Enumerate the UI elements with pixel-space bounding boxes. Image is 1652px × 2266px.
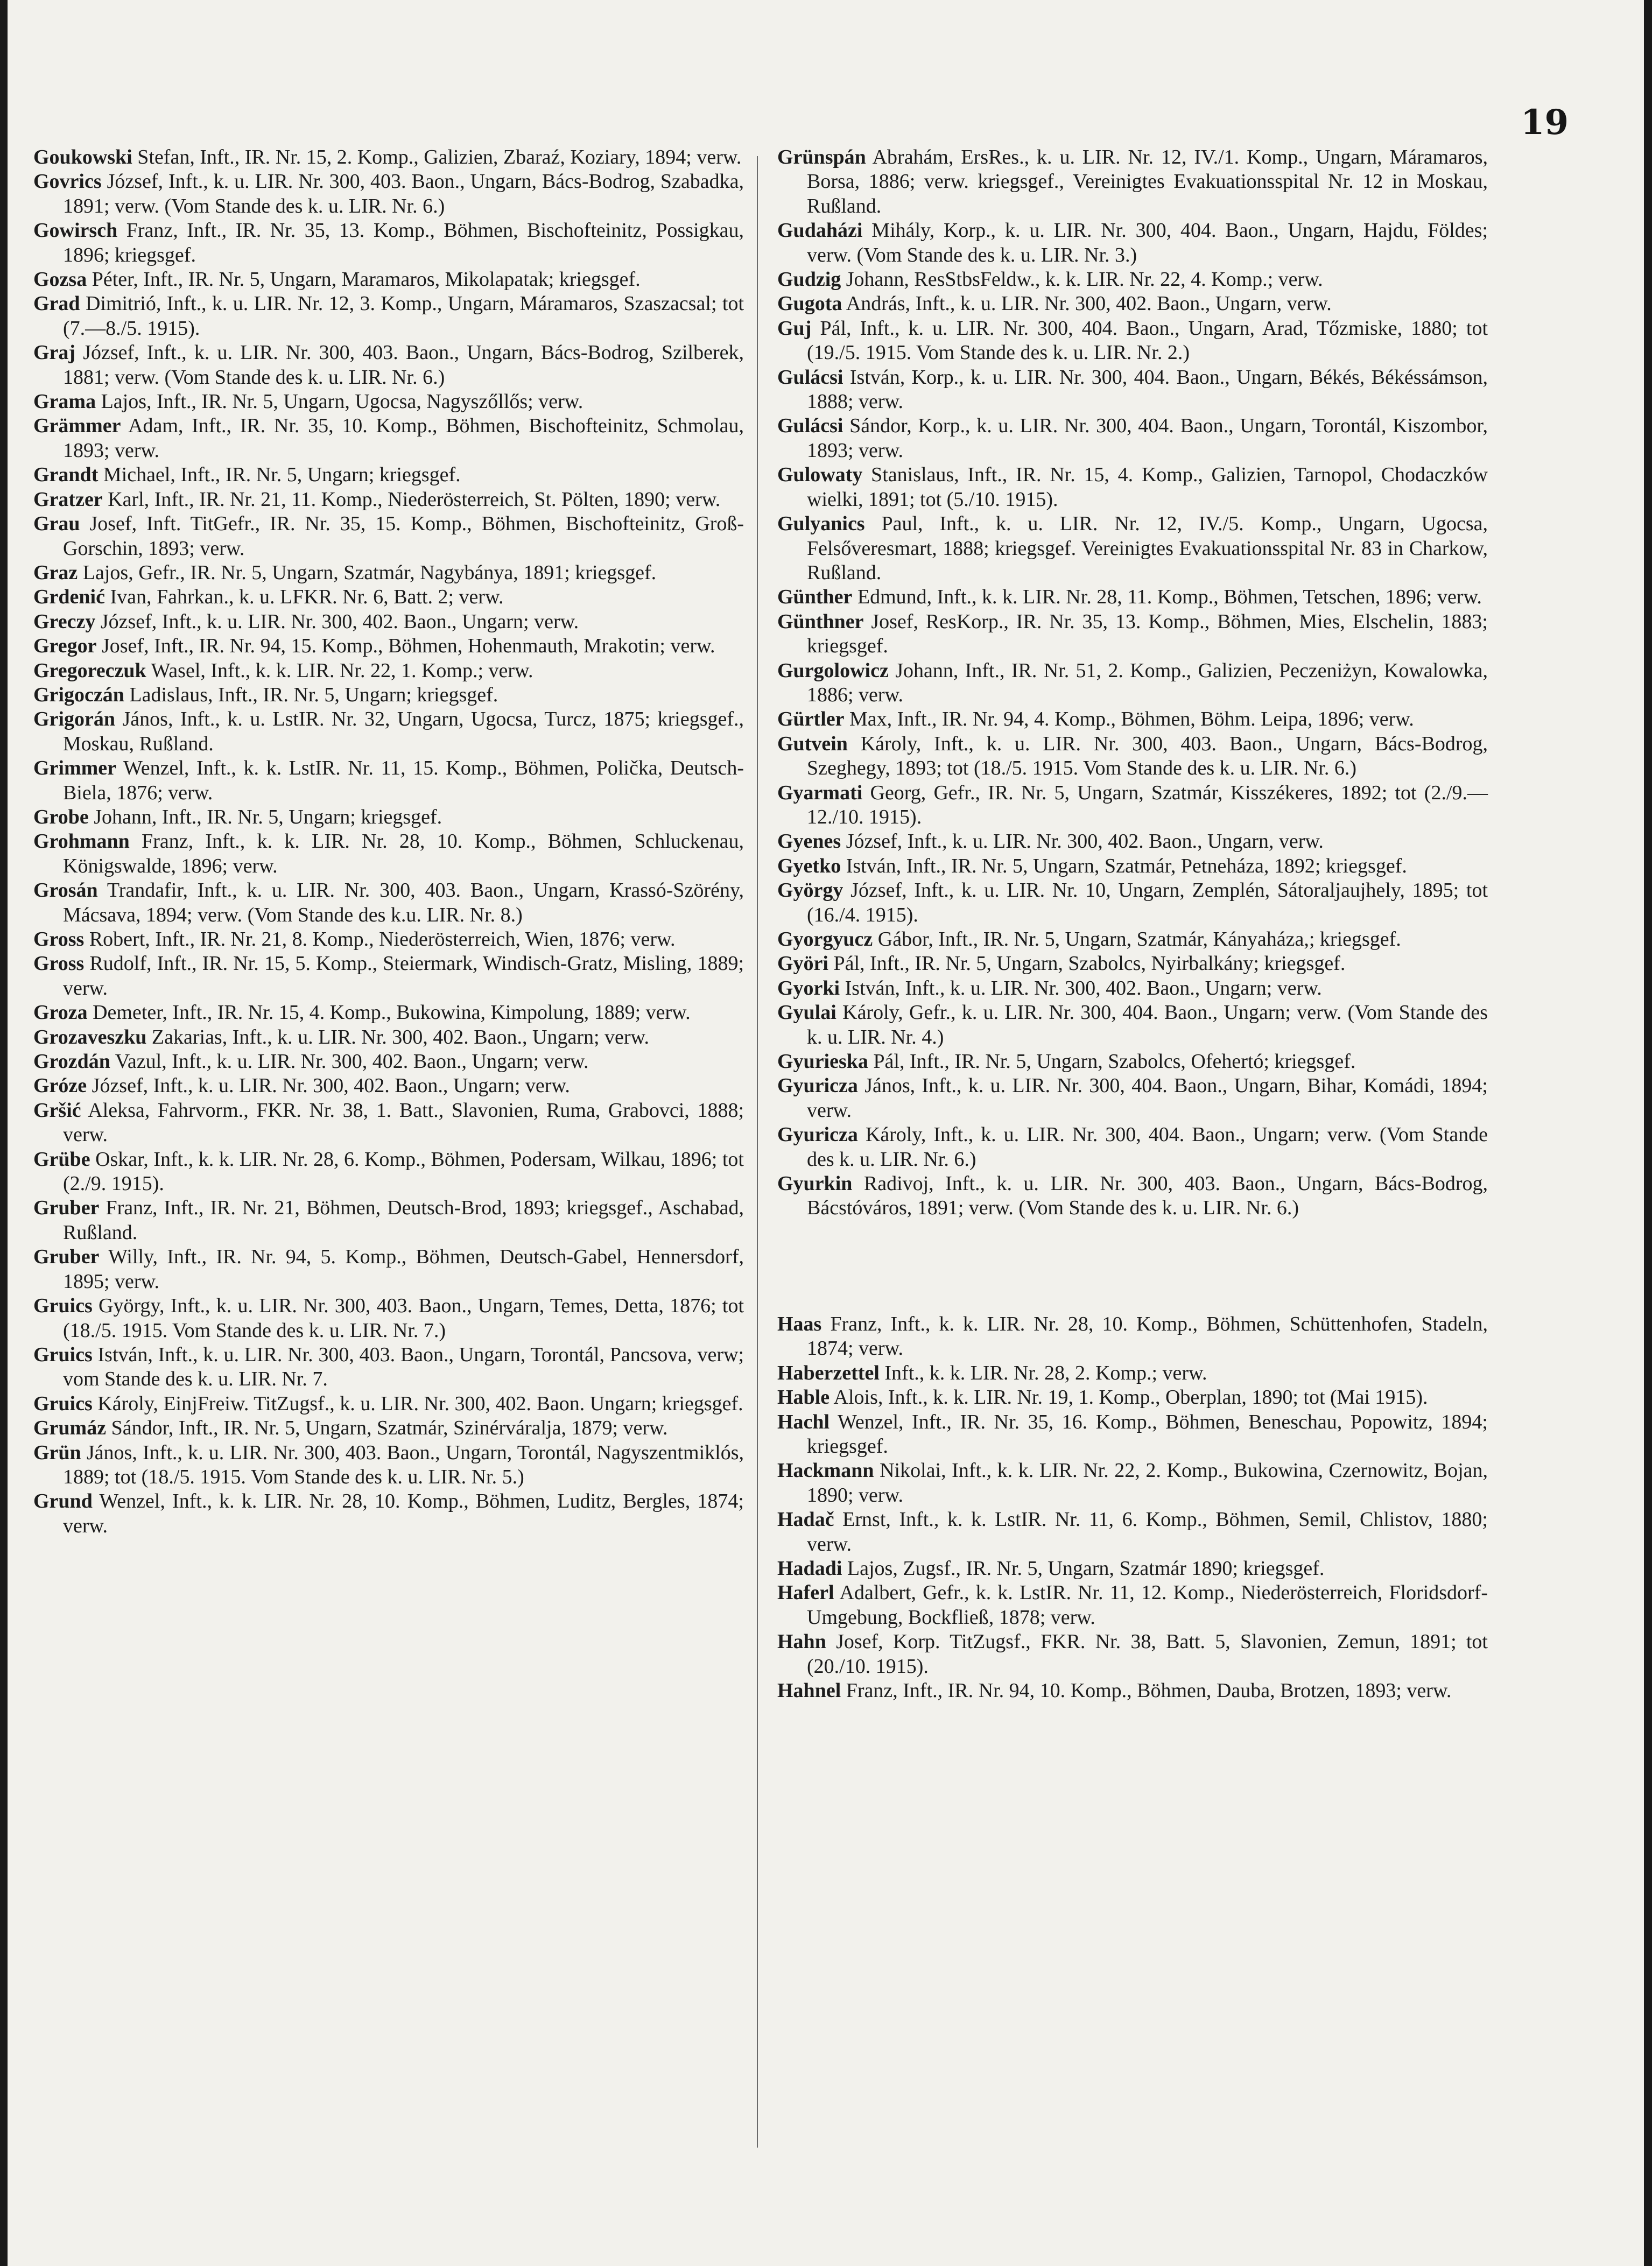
page-number: 19 bbox=[1520, 102, 1569, 143]
register-entry bbox=[777, 1581, 1488, 1630]
entry-details: Paul, Inft., k. u. LIR. Nr. 12, IV./5. Komp., Ungarn, Ugocsa, Felsőveresmart, 1888; kriegsgef. Vereinigtes Evakuationsspital Nr. 83 in Charkow, Rußland. bbox=[807, 512, 1488, 584]
entry-surname: Gyurkin bbox=[777, 1172, 853, 1195]
entry-surname: Grumáz bbox=[33, 1417, 107, 1440]
entry-surname: Greczy bbox=[33, 610, 96, 633]
entry-surname: Gršić bbox=[33, 1099, 81, 1122]
register-entry bbox=[777, 292, 1488, 316]
register-entry bbox=[33, 1196, 744, 1245]
register-entry bbox=[777, 732, 1488, 781]
register-entry bbox=[777, 1385, 1488, 1410]
entry-surname: Hadadi bbox=[777, 1557, 842, 1580]
entry-details: Lajos, Gefr., IR. Nr. 5, Ungarn, Szatmár, Nagybánya, 1891; kriegsgef. bbox=[82, 561, 657, 584]
entry-details: József, Inft., k. u. LIR. Nr. 300, 403. Baon., Ungarn, Bács-Bodrog, Szilberek, 1881; verw. (Vom Stande des k. u. LIR. Nr. 6.) bbox=[63, 341, 744, 389]
entry-surname: Grau bbox=[33, 512, 80, 536]
register-entry bbox=[33, 952, 744, 1001]
entry-surname: Grandt bbox=[33, 463, 99, 487]
entry-surname: Grozdán bbox=[33, 1050, 110, 1073]
entry-surname: Grosán bbox=[33, 879, 98, 902]
entry-surname: Grdenić bbox=[33, 586, 105, 609]
register-entry bbox=[33, 1489, 744, 1538]
entry-details: István, Inft., IR. Nr. 5, Ungarn, Szatmár, Petneháza, 1892; kriegsgef. bbox=[846, 854, 1407, 877]
entry-surname: Gyurieska bbox=[777, 1050, 868, 1073]
entry-details: Abrahám, ErsRes., k. u. LIR. Nr. 12, IV./1. Komp., Ungarn, Máramaros, Borsa, 1886; verw. kriegsgef., Vereinigtes Evakuationsspital Nr. 12 in Moskau, Rußland. bbox=[807, 146, 1488, 217]
entry-details: Franz, Inft., k. k. LIR. Nr. 28, 10. Komp., Böhmen, Schüttenhofen, Stadeln, 1874; verw. bbox=[807, 1312, 1488, 1360]
register-entry bbox=[777, 365, 1488, 414]
entry-details: Stanislaus, Inft., IR. Nr. 15, 4. Komp., Galizien, Tarnopol, Chodaczków wielki, 1891; tot (5./10. 1915). bbox=[807, 463, 1488, 511]
register-entry bbox=[33, 1294, 744, 1343]
entry-surname: Gruics bbox=[33, 1392, 93, 1415]
entry-details: Pál, Inft., IR. Nr. 5, Ungarn, Szabolcs, Nyirbalkány; kriegsgef. bbox=[833, 952, 1346, 975]
entry-surname: Gutvein bbox=[777, 732, 848, 755]
register-entry bbox=[33, 683, 744, 707]
register-entry bbox=[33, 585, 744, 609]
register-entry bbox=[33, 463, 744, 487]
entry-surname: Györi bbox=[777, 952, 828, 975]
entry-details: Lajos, Inft., IR. Nr. 5, Ungarn, Ugocsa, Nagyszőllős; verw. bbox=[101, 390, 584, 413]
entry-details: Franz, Inft., k. k. LIR. Nr. 28, 10. Komp., Böhmen, Schluckenau, Königswalde, 1896; verw. bbox=[63, 830, 744, 877]
entry-details: Vazul, Inft., k. u. LIR. Nr. 300, 402. Baon., Ungarn; verw. bbox=[115, 1050, 589, 1073]
entry-details: Stefan, Inft., IR. Nr. 15, 2. Komp., Galizien, Zbaraź, Koziary, 1894; verw. bbox=[137, 146, 742, 168]
register-entry bbox=[33, 1392, 744, 1416]
entry-details: Johann, Inft., IR. Nr. 5, Ungarn; kriegsgef. bbox=[94, 805, 442, 828]
entry-surname: Graz bbox=[33, 561, 78, 584]
entry-surname: Grämmer bbox=[33, 414, 121, 438]
entry-surname: Grobe bbox=[33, 805, 89, 828]
entry-surname: Günther bbox=[777, 586, 853, 609]
entry-details: Károly, Inft., k. u. LIR. Nr. 300, 404. Baon., Ungarn; verw. (Vom Stande des k. u. LIR. Nr. 6.) bbox=[807, 1123, 1488, 1171]
entry-surname: György bbox=[777, 879, 843, 902]
entry-surname: Gowirsch bbox=[33, 219, 118, 242]
entry-surname: Hachl bbox=[777, 1410, 830, 1433]
entry-details: Franz, Inft., IR. Nr. 94, 10. Komp., Böhmen, Dauba, Brotzen, 1893; verw. bbox=[846, 1679, 1452, 1702]
register-entry bbox=[777, 512, 1488, 585]
entry-surname: Haas bbox=[777, 1312, 822, 1335]
entry-details: Wenzel, Inft., IR. Nr. 35, 16. Komp., Böhmen, Beneschau, Popowitz, 1894; kriegsgef. bbox=[807, 1410, 1488, 1458]
entry-details: Johann, Inft., IR. Nr. 51, 2. Komp., Galizien, Peczeniżyn, Kowalowka, 1886; verw. bbox=[807, 659, 1488, 706]
register-entry bbox=[777, 1361, 1488, 1385]
entry-surname: Gyulai bbox=[777, 1001, 836, 1024]
register-entry bbox=[33, 219, 744, 268]
page bbox=[8, 0, 1644, 2266]
entry-surname: Grimmer bbox=[33, 757, 117, 780]
entry-surname: Hahn bbox=[777, 1630, 826, 1653]
register-entry bbox=[33, 414, 744, 463]
entry-details: Franz, Inft., IR. Nr. 21, Böhmen, Deutsch-Brod, 1893; kriegsgef., Aschabad, Rußland. bbox=[63, 1197, 744, 1244]
entry-details: Willy, Inft., IR. Nr. 94, 5. Komp., Böhmen, Deutsch-Gabel, Hennersdorf, 1895; verw. bbox=[63, 1245, 744, 1293]
entry-details: András, Inft., k. u. LIR. Nr. 300, 402. Baon., Ungarn, verw. bbox=[846, 292, 1332, 315]
entry-surname: Hahnel bbox=[777, 1679, 841, 1702]
register-entry bbox=[777, 463, 1488, 512]
register-entry bbox=[777, 781, 1488, 830]
entry-surname: Grün bbox=[33, 1441, 81, 1464]
entry-surname: Hackmann bbox=[777, 1459, 874, 1482]
register-entry bbox=[33, 170, 744, 219]
entry-surname: Gudzig bbox=[777, 268, 841, 291]
register-entry bbox=[777, 1557, 1488, 1581]
register-entry bbox=[777, 1172, 1488, 1221]
entry-surname: Gulácsi bbox=[777, 365, 843, 389]
register-entry bbox=[33, 634, 744, 658]
register-entry bbox=[777, 829, 1488, 854]
register-entry bbox=[33, 756, 744, 805]
entry-details: Dimitrió, Inft., k. u. LIR. Nr. 12, 3. Komp., Ungarn, Máramaros, Szaszacsal; tot (7.—8./5. 1915). bbox=[63, 292, 744, 340]
entry-details: Adalbert, Gefr., k. k. LstIR. Nr. 11, 12. Komp., Niederösterreich, Floridsdorf-Umgebung, Bockfließ, 1878; verw. bbox=[807, 1581, 1488, 1629]
entry-details: Josef, Inft., IR. Nr. 94, 15. Komp., Böhmen, Hohenmauth, Mrakotin; verw. bbox=[101, 635, 715, 658]
entry-details: Zakarias, Inft., k. u. LIR. Nr. 300, 402. Baon., Ungarn; verw. bbox=[151, 1025, 650, 1048]
entry-details: Franz, Inft., IR. Nr. 35, 13. Komp., Böhmen, Bischofteinitz, Possigkau, 1896; kriegsgef. bbox=[63, 219, 744, 266]
register-entry bbox=[33, 1416, 744, 1440]
entry-details: József, Inft., k. u. LIR. Nr. 300, 402. Baon., Ungarn; verw. bbox=[92, 1074, 570, 1097]
register-entry bbox=[33, 390, 744, 414]
register-entry bbox=[33, 1025, 744, 1050]
entry-surname: Grama bbox=[33, 390, 96, 413]
entry-surname: Groza bbox=[33, 1001, 88, 1024]
entry-details: Edmund, Inft., k. k. LIR. Nr. 28, 11. Komp., Böhmen, Tetschen, 1896; verw. bbox=[857, 586, 1482, 609]
entry-details: Wenzel, Inft., k. k. LIR. Nr. 28, 10. Komp., Böhmen, Luditz, Bergles, 1874; verw. bbox=[63, 1490, 744, 1537]
entry-details: Rudolf, Inft., IR. Nr. 15, 5. Komp., Steiermark, Windisch-Gratz, Misling, 1889; verw. bbox=[63, 952, 744, 1000]
register-entry bbox=[777, 1508, 1488, 1557]
entry-details: Wenzel, Inft., k. k. LstIR. Nr. 11, 15. Komp., Böhmen, Polička, Deutsch-Biela, 1876; verw. bbox=[63, 757, 744, 804]
entry-details: Karl, Inft., IR. Nr. 21, 11. Komp., Niederösterreich, St. Pölten, 1890; verw. bbox=[108, 488, 721, 511]
entry-details: János, Inft., k. u. LIR. Nr. 300, 404. Baon., Ungarn, Bihar, Komádi, 1894; verw. bbox=[807, 1074, 1488, 1122]
entry-surname: Gulácsi bbox=[777, 414, 843, 438]
entry-surname: Gyorgyucz bbox=[777, 928, 873, 951]
register-entry bbox=[33, 488, 744, 512]
entry-details: Inft., k. k. LIR. Nr. 28, 2. Komp.; verw. bbox=[884, 1361, 1207, 1384]
entry-details: Oskar, Inft., k. k. LIR. Nr. 28, 6. Komp., Böhmen, Podersam, Wilkau, 1896; tot (2./9. 1915). bbox=[63, 1148, 744, 1195]
entry-details: Sándor, Korp., k. u. LIR. Nr. 300, 404. Baon., Ungarn, Torontál, Kiszombor, 1893; verw. bbox=[807, 414, 1488, 462]
entry-surname: Gratzer bbox=[33, 488, 103, 511]
entry-surname: Gruics bbox=[33, 1294, 93, 1318]
entry-details: Wasel, Inft., k. k. LIR. Nr. 22, 1. Komp.; verw. bbox=[151, 659, 533, 682]
register-entry bbox=[777, 1312, 1488, 1361]
register-entry bbox=[33, 878, 744, 927]
register-entry bbox=[33, 561, 744, 585]
register-entry bbox=[777, 1074, 1488, 1123]
register-entry bbox=[33, 1343, 744, 1392]
register-entry bbox=[777, 952, 1488, 976]
register-entry bbox=[777, 927, 1488, 952]
entry-details: Johann, ResStbsFeldw., k. k. LIR. Nr. 22, 4. Komp.; verw. bbox=[846, 268, 1323, 291]
entry-details: György, Inft., k. u. LIR. Nr. 300, 403. Baon., Ungarn, Temes, Detta, 1876; tot (18./5. 1915. Vom Stande des k. u. LIR. Nr. 7.) bbox=[63, 1294, 744, 1342]
entry-details: Alois, Inft., k. k. LIR. Nr. 19, 1. Komp., Oberplan, 1890; tot (Mai 1915). bbox=[833, 1386, 1428, 1409]
entry-details: Trandafir, Inft., k. u. LIR. Nr. 300, 403. Baon., Ungarn, Krassó-Szörény, Mácsava, 1894; verw. (Vom Stande des k.u. LIR. Nr. 8.) bbox=[63, 879, 744, 926]
entry-surname: Goukowski bbox=[33, 146, 132, 168]
register-entry bbox=[777, 1410, 1488, 1459]
entry-surname: Grigoczán bbox=[33, 683, 124, 706]
register-entry bbox=[777, 219, 1488, 268]
entry-surname: Gudaházi bbox=[777, 219, 863, 242]
register-entry bbox=[777, 1679, 1488, 1703]
register-entry bbox=[777, 585, 1488, 609]
entry-surname: Gregoreczuk bbox=[33, 659, 146, 682]
entry-details: Károly, EinjFreiw. TitZugsf., k. u. LIR. Nr. 300, 402. Baon. Ungarn; kriegsgef. bbox=[97, 1392, 743, 1415]
right-column bbox=[777, 145, 1488, 1703]
register-entry bbox=[777, 414, 1488, 463]
entry-surname: Haberzettel bbox=[777, 1361, 880, 1384]
entry-details: Georg, Gefr., IR. Nr. 5, Ungarn, Szatmár, Kisszékeres, 1892; tot (2./9.—12./10. 1915). bbox=[807, 781, 1488, 828]
entry-surname: Gróze bbox=[33, 1074, 87, 1097]
entry-surname: Gulyanics bbox=[777, 512, 865, 536]
entry-surname: Gürtler bbox=[777, 708, 845, 731]
entry-surname: Grübe bbox=[33, 1148, 90, 1171]
entry-surname: Gruics bbox=[33, 1343, 93, 1366]
entry-details: Michael, Inft., IR. Nr. 5, Ungarn; kriegsgef. bbox=[103, 463, 461, 487]
entry-details: István, Inft., k. u. LIR. Nr. 300, 402. Baon., Ungarn; verw. bbox=[845, 976, 1322, 1000]
entry-details: Max, Inft., IR. Nr. 94, 4. Komp., Böhmen, Böhm. Leipa, 1896; verw. bbox=[849, 708, 1414, 731]
register-entry bbox=[777, 707, 1488, 731]
entry-surname: Gross bbox=[33, 952, 85, 975]
entry-details: József, Inft., k. u. LIR. Nr. 10, Ungarn, Zemplén, Sátoraljaujhely, 1895; tot (16./4. 1915). bbox=[807, 879, 1488, 926]
entry-details: János, Inft., k. u. LIR. Nr. 300, 403. Baon., Ungarn, Torontál, Nagyszentmiklós, 1889; tot (18./5. 1915. Vom Stande des k. u. LIR. Nr. 5.) bbox=[63, 1441, 744, 1488]
entry-surname: Gurgolowicz bbox=[777, 659, 889, 682]
entry-surname: Gregor bbox=[33, 635, 97, 658]
entry-details: Nikolai, Inft., k. k. LIR. Nr. 22, 2. Komp., Bukowina, Czernowitz, Bojan, 1890; verw. bbox=[807, 1459, 1488, 1507]
register-entry bbox=[33, 1441, 744, 1490]
register-entry bbox=[33, 1074, 744, 1098]
entry-details: Adam, Inft., IR. Nr. 35, 10. Komp., Böhmen, Bischofteinitz, Schmolau, 1893; verw. bbox=[63, 414, 744, 462]
register-entry bbox=[777, 1123, 1488, 1172]
entry-details: Josef, Korp. TitZugsf., FKR. Nr. 38, Batt. 5, Slavonien, Zemun, 1891; tot (20./10. 1915). bbox=[807, 1630, 1488, 1678]
entry-surname: Gyorki bbox=[777, 976, 840, 1000]
entry-details: Aleksa, Fahrvorm., FKR. Nr. 38, 1. Batt., Slavonien, Ruma, Grabovci, 1888; verw. bbox=[63, 1099, 744, 1146]
entry-details: Lajos, Zugsf., IR. Nr. 5, Ungarn, Szatmár 1890; kriegsgef. bbox=[847, 1557, 1325, 1580]
register-entry bbox=[33, 707, 744, 756]
register-entry bbox=[33, 610, 744, 634]
entry-surname: Gyarmati bbox=[777, 781, 863, 804]
entry-details: Josef, ResKorp., IR. Nr. 35, 13. Komp., Böhmen, Mies, Elschelin, 1883; kriegsgef. bbox=[807, 610, 1488, 658]
entry-details: Mihály, Korp., k. u. LIR. Nr. 300, 404. Baon., Ungarn, Hajdu, Földes; verw. (Vom Stande des k. u. LIR. Nr. 3.) bbox=[807, 219, 1488, 266]
entry-details: Josef, Inft. TitGefr., IR. Nr. 35, 15. Komp., Böhmen, Bischofteinitz, Groß-Gorschin, 1893; verw. bbox=[63, 512, 744, 560]
register-entry bbox=[33, 292, 744, 341]
entry-details: Sándor, Inft., IR. Nr. 5, Ungarn, Szatmár, Szinérváralja, 1879; verw. bbox=[111, 1417, 668, 1440]
register-entry bbox=[777, 659, 1488, 708]
entry-details: Károly, Gefr., k. u. LIR. Nr. 300, 404. Baon., Ungarn; verw. (Vom Stande des k. u. LIR. Nr. 4.) bbox=[807, 1001, 1488, 1048]
register-entry bbox=[777, 1001, 1488, 1050]
entry-details: István, Korp., k. u. LIR. Nr. 300, 404. Baon., Ungarn, Békés, Békéssámson, 1888; verw. bbox=[807, 365, 1488, 413]
register-entry bbox=[777, 854, 1488, 878]
entry-details: Károly, Inft., k. u. LIR. Nr. 300, 403. Baon., Ungarn, Bács-Bodrog, Szeghegy, 1893; tot (18./5. 1915. Vom Stande des k. u. LIR. Nr. 6.) bbox=[807, 732, 1488, 780]
entry-surname: Grohmann bbox=[33, 830, 130, 853]
entry-details: Pál, Inft., IR. Nr. 5, Ungarn, Szabolcs, Ofehertó; kriegsgef. bbox=[873, 1050, 1356, 1073]
register-entry bbox=[33, 1050, 744, 1074]
entry-details: József, Inft., k. u. LIR. Nr. 300, 402. Baon., Ungarn, verw. bbox=[846, 830, 1324, 853]
register-entry bbox=[777, 268, 1488, 292]
entry-surname: Gyuricza bbox=[777, 1074, 858, 1097]
entry-surname: Gyenes bbox=[777, 830, 841, 853]
entry-surname: Gross bbox=[33, 928, 85, 951]
entry-surname: Gulowaty bbox=[777, 463, 863, 487]
entry-surname: Gugota bbox=[777, 292, 842, 315]
register-entry bbox=[777, 976, 1488, 1001]
left-column bbox=[33, 145, 744, 1538]
register-entry bbox=[777, 1630, 1488, 1679]
entry-surname: Graj bbox=[33, 341, 76, 364]
entry-surname: Gozsa bbox=[33, 268, 87, 291]
entry-details: Gábor, Inft., IR. Nr. 5, Ungarn, Szatmár, Kányaháza,; kriegsgef. bbox=[877, 928, 1401, 951]
register-entry bbox=[33, 268, 744, 292]
entry-details: Ivan, Fahrkan., k. u. LFKR. Nr. 6, Batt. 2; verw. bbox=[110, 586, 504, 609]
entry-surname: Grund bbox=[33, 1490, 93, 1513]
entry-details: József, Inft., k. u. LIR. Nr. 300, 402. Baon., Ungarn; verw. bbox=[100, 610, 579, 633]
entry-surname: Haferl bbox=[777, 1581, 834, 1605]
register-entry bbox=[777, 610, 1488, 659]
entry-details: István, Inft., k. u. LIR. Nr. 300, 403. Baon., Ungarn, Torontál, Pancsova, verw; vom Stande des k. u. LIR. Nr. 7. bbox=[63, 1343, 744, 1391]
entry-surname: Grünspán bbox=[777, 146, 866, 168]
register-entry bbox=[33, 805, 744, 829]
entry-details: Robert, Inft., IR. Nr. 21, 8. Komp., Niederösterreich, Wien, 1876; verw. bbox=[89, 928, 676, 951]
entry-surname: Günthner bbox=[777, 610, 864, 633]
entry-details: Péter, Inft., IR. Nr. 5, Ungarn, Maramaros, Mikolapatak; kriegsgef. bbox=[92, 268, 641, 291]
register-entry bbox=[33, 659, 744, 683]
entry-surname: Grozaveszku bbox=[33, 1025, 147, 1048]
register-entry bbox=[33, 512, 744, 561]
entry-details: Pál, Inft., k. u. LIR. Nr. 300, 404. Baon., Ungarn, Arad, Tőzmiske, 1880; tot (19./5. 1915. Vom Stande des k. u. LIR. Nr. 2.) bbox=[807, 316, 1488, 364]
entry-surname: Gyuricza bbox=[777, 1123, 858, 1146]
register-entry bbox=[33, 1245, 744, 1294]
entry-surname: Gruber bbox=[33, 1197, 100, 1220]
entry-surname: Grad bbox=[33, 292, 80, 315]
column-divider bbox=[757, 156, 758, 2148]
entry-details: Radivoj, Inft., k. u. LIR. Nr. 300, 403. Baon., Ungarn, Bács-Bodrog, Bácstóváros, 1891; verw. (Vom Stande des k. u. LIR. Nr. 6.) bbox=[807, 1172, 1488, 1220]
register-entry bbox=[777, 316, 1488, 365]
register-entry bbox=[777, 878, 1488, 927]
entry-details: Ernst, Inft., k. k. LstIR. Nr. 11, 6. Komp., Böhmen, Semil, Chlistov, 1880; verw. bbox=[807, 1508, 1488, 1556]
entry-details: József, Inft., k. u. LIR. Nr. 300, 403. Baon., Ungarn, Bács-Bodrog, Szabadka, 1891; verw. (Vom Stande des k. u. LIR. Nr. 6.) bbox=[63, 170, 744, 217]
register-entry bbox=[777, 1050, 1488, 1074]
entry-surname: Guj bbox=[777, 316, 812, 340]
entry-surname: Hadač bbox=[777, 1508, 834, 1531]
entry-surname: Gruber bbox=[33, 1245, 100, 1269]
entry-surname: Gyetko bbox=[777, 854, 841, 877]
register-entry bbox=[33, 145, 744, 170]
entry-surname: Grigorán bbox=[33, 708, 115, 731]
register-entry bbox=[777, 1459, 1488, 1508]
entry-details: Ladislaus, Inft., IR. Nr. 5, Ungarn; kriegsgef. bbox=[129, 683, 498, 706]
register-entry bbox=[33, 1099, 744, 1148]
register-entry bbox=[33, 1001, 744, 1025]
register-entry bbox=[33, 341, 744, 390]
register-entry bbox=[33, 927, 744, 952]
entry-details: János, Inft., k. u. LstIR. Nr. 32, Ungarn, Ugocsa, Turcz, 1875; kriegsgef., Moskau, Rußland. bbox=[63, 708, 744, 755]
register-entry bbox=[33, 829, 744, 878]
register-entry bbox=[777, 145, 1488, 219]
entry-surname: Govrics bbox=[33, 170, 102, 193]
register-entry bbox=[33, 1148, 744, 1197]
entry-details: Demeter, Inft., IR. Nr. 15, 4. Komp., Bukowina, Kimpolung, 1889; verw. bbox=[93, 1001, 691, 1024]
entry-surname: Hable bbox=[777, 1386, 830, 1409]
